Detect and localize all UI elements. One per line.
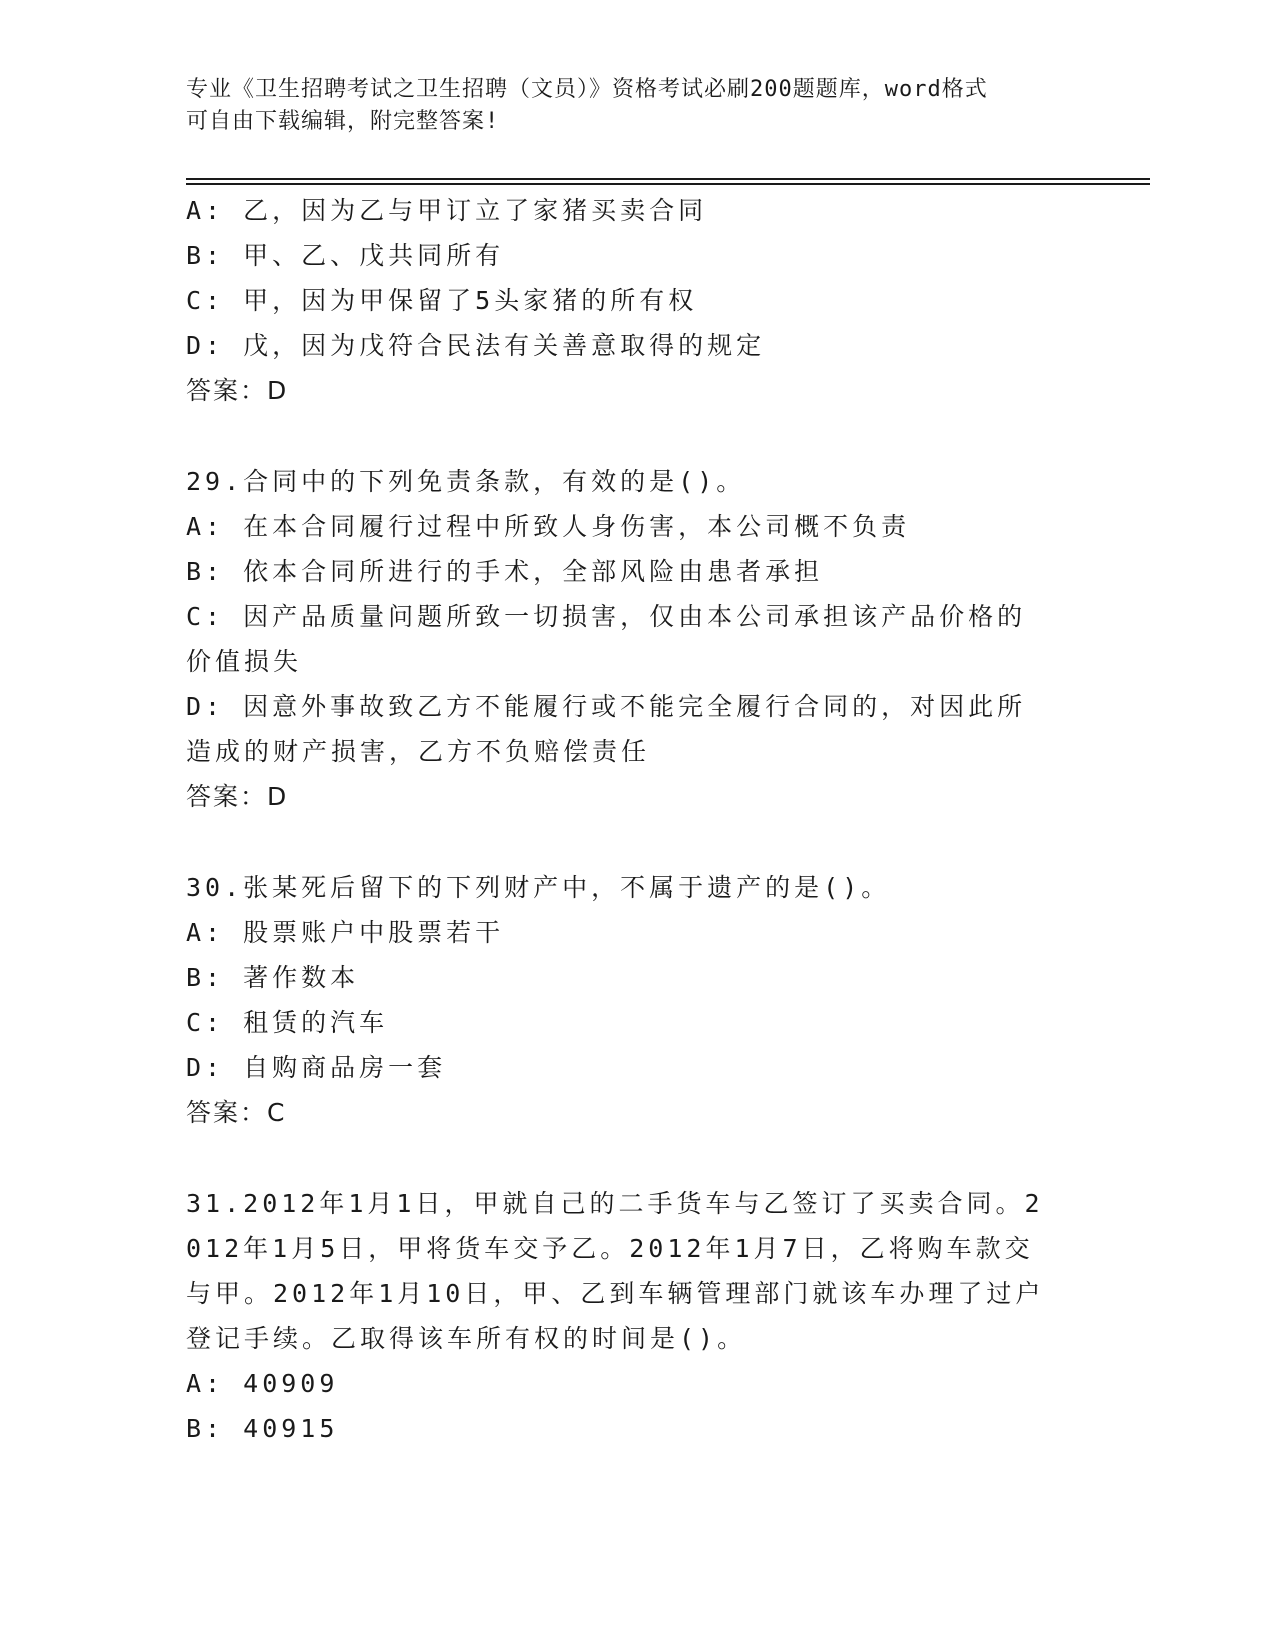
answer: 答案：D xyxy=(186,376,289,405)
option-b: B: 40915 xyxy=(186,1414,339,1443)
question-29 xyxy=(186,459,1086,819)
question-list xyxy=(186,188,1086,1451)
question-30 xyxy=(186,865,1086,1135)
question-28 xyxy=(186,188,1086,413)
header-line-2: 可自由下载编辑，附完整答案! xyxy=(186,109,500,134)
option-d: D: 戊，因为戊符合民法有关善意取得的规定 xyxy=(186,331,766,360)
answer: 答案：D xyxy=(186,782,289,811)
option-d: D: 自购商品房一套 xyxy=(186,1053,447,1082)
option-b: B: 著作数本 xyxy=(186,963,360,992)
question-stem: 30.张某死后留下的下列财产中，不属于遗产的是()。 xyxy=(186,873,891,902)
header-line-1: 专业《卫生招聘考试之卫生招聘（文员）》资格考试必刷200题题库，word格式 xyxy=(186,77,988,102)
document-header xyxy=(186,74,1066,138)
header-divider-top xyxy=(186,178,1150,180)
question-stem: 29.合同中的下列免责条款，有效的是()。 xyxy=(186,467,746,496)
answer: 答案：C xyxy=(186,1098,287,1127)
header-divider-bottom xyxy=(186,183,1150,185)
question-stem: 31.2012年1月1日，甲就自己的二手货车与乙签订了买卖合同。2012年1月5日，甲将货车交予乙。2012年1月7日，乙将购车款交与甲。2012年1月10日，甲、乙到车辆管理部门就该车办理了过户登记手续。乙取得该车所有权的时间是()。 xyxy=(186,1189,1045,1353)
option-a: A: 40909 xyxy=(186,1369,339,1398)
option-a: A: 股票账户中股票若干 xyxy=(186,918,505,947)
option-b: B: 甲、乙、戊共同所有 xyxy=(186,241,505,270)
option-c: C: 甲，因为甲保留了5头家猪的所有权 xyxy=(186,286,698,315)
question-31 xyxy=(186,1181,1086,1451)
option-a: A: 乙，因为乙与甲订立了家猪买卖合同 xyxy=(186,196,708,225)
option-c: C: 因产品质量问题所致一切损害，仅由本公司承担该产品价格的价值损失 xyxy=(186,602,1027,676)
option-b: B: 依本合同所进行的手术，全部风险由患者承担 xyxy=(186,557,824,586)
option-a: A: 在本合同履行过程中所致人身伤害，本公司概不负责 xyxy=(186,512,911,541)
option-c: C: 租赁的汽车 xyxy=(186,1008,389,1037)
option-d: D: 因意外事故致乙方不能履行或不能完全履行合同的，对因此所造成的财产损害，乙方不负赔偿责任 xyxy=(186,692,1027,766)
